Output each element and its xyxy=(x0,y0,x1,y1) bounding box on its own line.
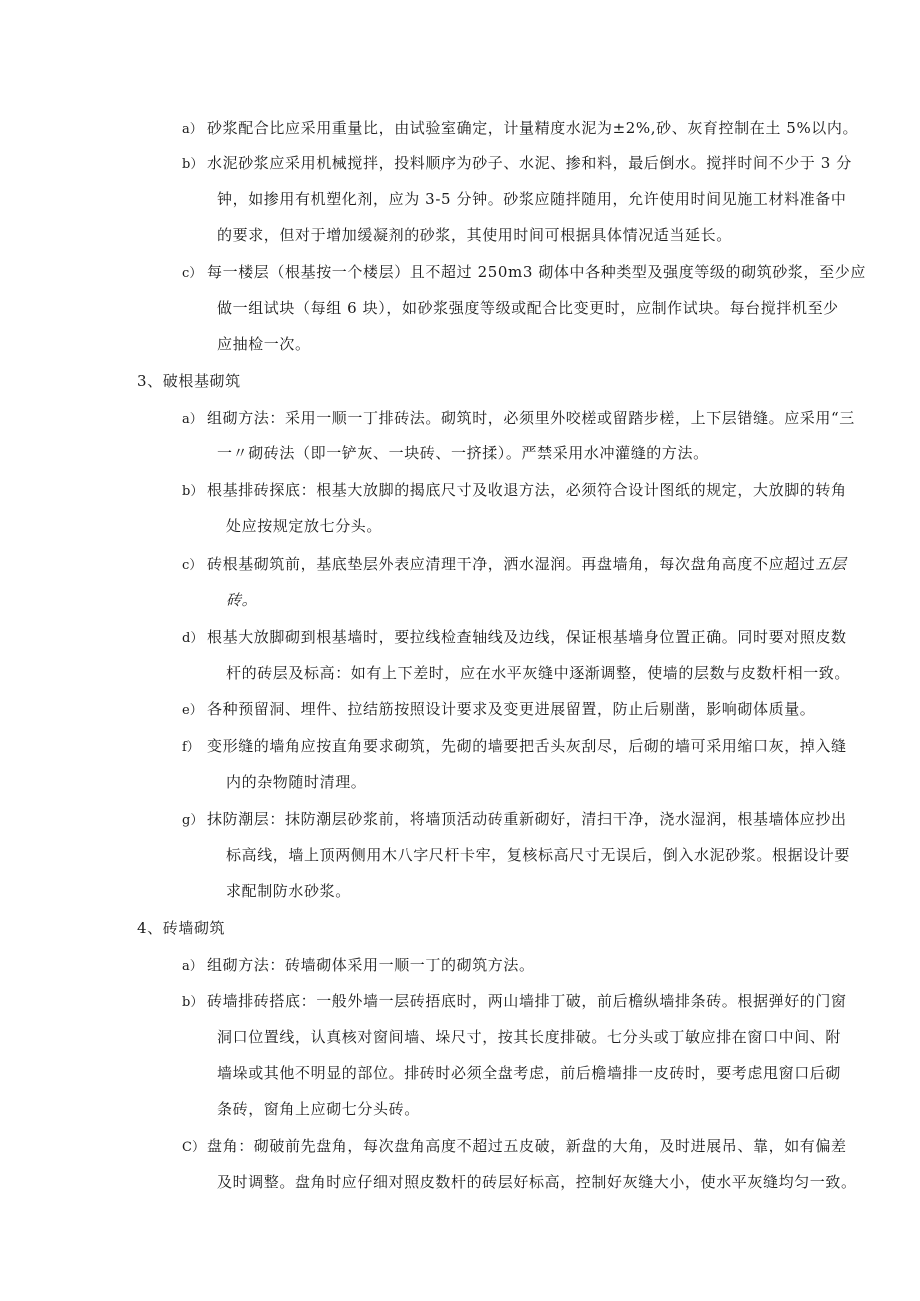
s3-item-a-line-1: a） 组砌方法：采用一顺一丁排砖法。砌筑时，必须里外咬槎或留踏步槎，上下层错缝。应采用“三 xyxy=(182,408,855,430)
s3-item-d-line-2: 杆的砖层及标高：如有上下差时，应在水平灰缝中逐渐调整，使墙的层数与皮数杆相一致。 xyxy=(226,664,851,682)
s3-item-b-line-2: 处应按规定放七分头。 xyxy=(226,517,383,535)
italic-text: 五层 xyxy=(815,555,847,573)
item-b-line-3: 的要求，但对于增加缓凝剂的砂浆，其使用时间可根据具体情况适当延长。 xyxy=(217,226,732,244)
item-label: b） xyxy=(182,995,204,1010)
s4-item-a-line-1: a） 组砌方法：砖墙砌体采用一顺一丁的砌筑方法。 xyxy=(182,955,535,977)
item-a-line-1: a） 砂浆配合比应采用重量比，由试验室确定，计量精度水泥为±2%,砂、灰育控制在土 5%以内。 xyxy=(182,118,858,140)
s3-item-f-line-2: 内的杂物随时清理。 xyxy=(226,773,367,791)
item-label: a） xyxy=(182,412,203,427)
s3-item-g-line-1: g） 抹防潮层：抹防潮层砂浆前，将墙顶活动砖重新砌好，清扫干净，浇水湿润，根基墙体应抄出 xyxy=(182,809,847,831)
item-c-line-2: 做一组试块（每组 6 块），如砂浆强度等级或配合比变更时，应制作试块。每台搅拌机至少 xyxy=(217,299,839,317)
item-label: b） xyxy=(182,484,204,499)
item-label: e） xyxy=(182,703,203,718)
item-label: C） xyxy=(182,1140,205,1155)
item-label: c） xyxy=(182,558,203,573)
item-c-line-1: c） 每一楼层（根基按一个楼层）且不超过 250m3 砌体中各种类型及强度等级的砌筑砂浆，至少应 xyxy=(182,262,866,284)
s3-item-d-line-1: d） 根基大放脚砌到根基墙时，要拉线检查轴线及边线，保证根基墙身位置正确。同时要对照皮数 xyxy=(182,627,847,649)
item-label: d） xyxy=(182,631,204,646)
item-label: a） xyxy=(182,122,203,137)
item-label: c） xyxy=(182,266,203,281)
item-label: f） xyxy=(182,740,200,755)
s3-item-b-line-1: b） 根基排砖探底：根基大放脚的揭底尺寸及收退方法，必须符合设计图纸的规定，大放脚的转角 xyxy=(182,480,847,502)
item-b-line-2: 钟，如掺用有机塑化剂，应为 3-5 分钟。砂浆应随拌随用，允许使用时间见施工材料准备中 xyxy=(217,190,847,208)
section-heading-3: 3、破根基砌筑 xyxy=(137,372,241,390)
s3-item-c-line-2: 砖。 xyxy=(226,591,258,609)
s4-item-b-line-1: b） 砖墙排砖搭底：一般外墙一层砖捂底时，两山墙排丁破，前后檐纵墙排条砖。根据弹好的门窗 xyxy=(182,991,847,1013)
s3-item-g-line-2: 标高线，墙上顶两侧用木八字尺杆卡牢，复核标高尺寸无误后，倒入水泥砂浆。根据设计要 xyxy=(226,846,851,864)
section-heading-4: 4、砖墙砌筑 xyxy=(137,919,226,937)
s4-item-b-line-4: 条砖，窗角上应砌七分头砖。 xyxy=(217,1100,420,1118)
s4-item-b-line-3: 墙垛或其他不明显的部位。排砖时必须全盘考虑，前后檐墙排一皮砖时，要考虑甩窗口后砌 xyxy=(217,1064,842,1082)
item-label: b） xyxy=(182,157,204,172)
s4-item-c-line-2: 及时调整。盘角时应仔细对照皮数杆的砖层好标高，控制好灰缝大小，使水平灰缝均匀一致。 xyxy=(217,1173,857,1191)
s4-item-c-line-1: C） 盘角：砌破前先盘角，每次盘角高度不超过五皮破，新盘的大角，及时进展吊、靠，如有偏差 xyxy=(182,1136,847,1158)
s3-item-f-line-1: f） 变形缝的墙角应按直角要求砌筑，先砌的墙要把舌头灰刮尽，后砌的墙可采用缩口灰，掉入缝 xyxy=(182,736,847,758)
s3-item-a-line-2: 一〃砌砖法（即一铲灰、一块砖、一挤揉）。严禁采用水冲灌缝的方法。 xyxy=(217,444,709,462)
s4-item-b-line-2: 洞口位置线，认真核对窗间墙、垛尺寸，按其长度排破。七分头或丁敏应排在窗口中间、附 xyxy=(217,1028,842,1046)
item-label: g） xyxy=(182,813,204,828)
item-c-line-3: 应抽检一次。 xyxy=(217,335,311,353)
item-label: a） xyxy=(182,959,203,974)
s3-item-e-line-1: e） 各种预留洞、埋件、拉结筋按照设计要求及变更进展留置，防止后剔凿，影响砌体质量。 xyxy=(182,699,815,721)
s3-item-c-line-1: c） 砖根基砌筑前，基底垫层外表应清理干净，洒水湿润。再盘墙角，每次盘角高度不应超过五层 xyxy=(182,554,847,576)
s3-item-g-line-3: 求配制防水砂浆。 xyxy=(226,882,351,900)
item-b-line-1: b） 水泥砂浆应采用机械搅拌，投料顺序为砂子、水泥、掺和料，最后倒水。搅拌时间不少于 3 分 xyxy=(182,153,852,175)
